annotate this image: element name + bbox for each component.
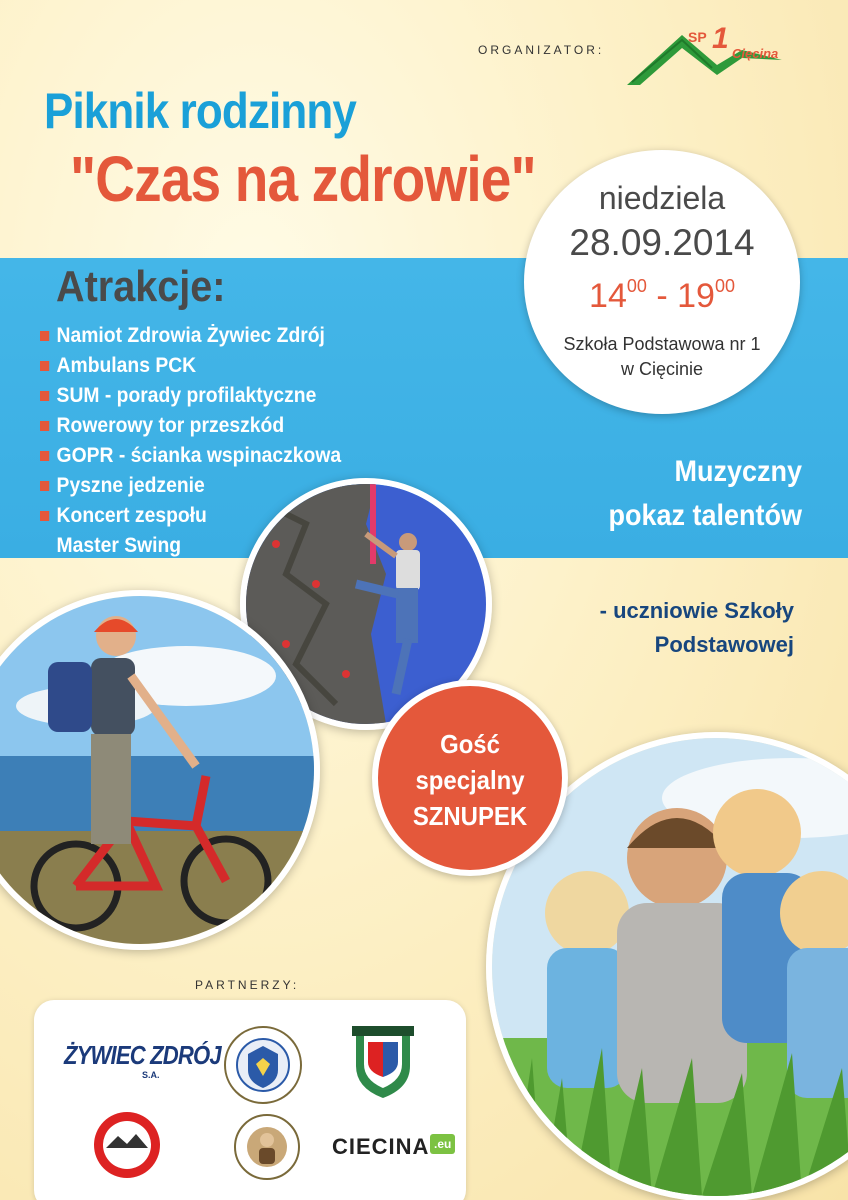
ciecina-eu-badge: .eu [430, 1134, 455, 1154]
list-item: SUM - porady profilaktyczne [40, 381, 341, 411]
bullet-icon [40, 421, 49, 431]
students-text: - uczniowie Szkoły Podstawowej [599, 598, 794, 657]
gopr-badge-icon [92, 1110, 162, 1180]
zywiec-zdroj-suffix: S.A. [142, 1070, 160, 1080]
svg-text:1: 1 [712, 22, 729, 55]
bullet-icon [40, 361, 49, 371]
attractions-heading: Atrakcje: [56, 262, 226, 311]
wegierska-gorka-crest-icon [348, 1022, 418, 1102]
music-show-text: Muzyczny pokaz talentów [608, 455, 802, 532]
list-item: Rowerowy tor przeszkód [40, 411, 341, 441]
svg-text:SP: SP [688, 29, 707, 45]
special-guest-text: Gość specjalny SZNUPEK [412, 729, 528, 831]
bullet-icon [40, 511, 49, 521]
organizer-logo [622, 20, 792, 90]
list-item: Ambulans PCK [40, 351, 341, 381]
event-day: niedziela [598, 180, 726, 216]
list-item: Pyszne jedzenie [40, 471, 341, 501]
partners-label: PARTNERZY: [195, 978, 300, 992]
organizer-label: ORGANIZATOR: [478, 43, 605, 57]
special-guest-circle [372, 680, 568, 876]
bullet-icon [40, 451, 49, 461]
title-line-2: "Czas na zdrowie" [70, 143, 536, 215]
list-item: Koncert zespołu [40, 501, 341, 531]
list-item: GOPR - ścianka wspinaczkowa [40, 441, 341, 471]
title-line-1: Piknik rodzinny [44, 83, 356, 139]
bullet-icon [40, 391, 49, 401]
school-seal-icon [232, 1112, 302, 1182]
zywiec-zdroj-logo: ŻYWIEC ZDRÓJ [64, 1040, 221, 1070]
list-item: Namiot Zdrowia Żywiec Zdrój [40, 321, 341, 351]
event-date: 28.09.2014 [569, 222, 755, 263]
event-time: $14^{00} - 19^{00}$ [589, 276, 735, 315]
svg-text:Cięcina: Cięcina [732, 46, 779, 61]
event-place: Szkoła Podstawowa nr 1 w Cięcinie [563, 334, 761, 379]
bullet-icon [40, 481, 49, 491]
bullet-icon [40, 331, 49, 341]
police-emblem-icon [222, 1024, 304, 1106]
ciecina-eu-logo: CIECINA [332, 1134, 430, 1159]
date-circle [524, 150, 800, 414]
list-item-continued: Master Swing [56, 534, 182, 557]
